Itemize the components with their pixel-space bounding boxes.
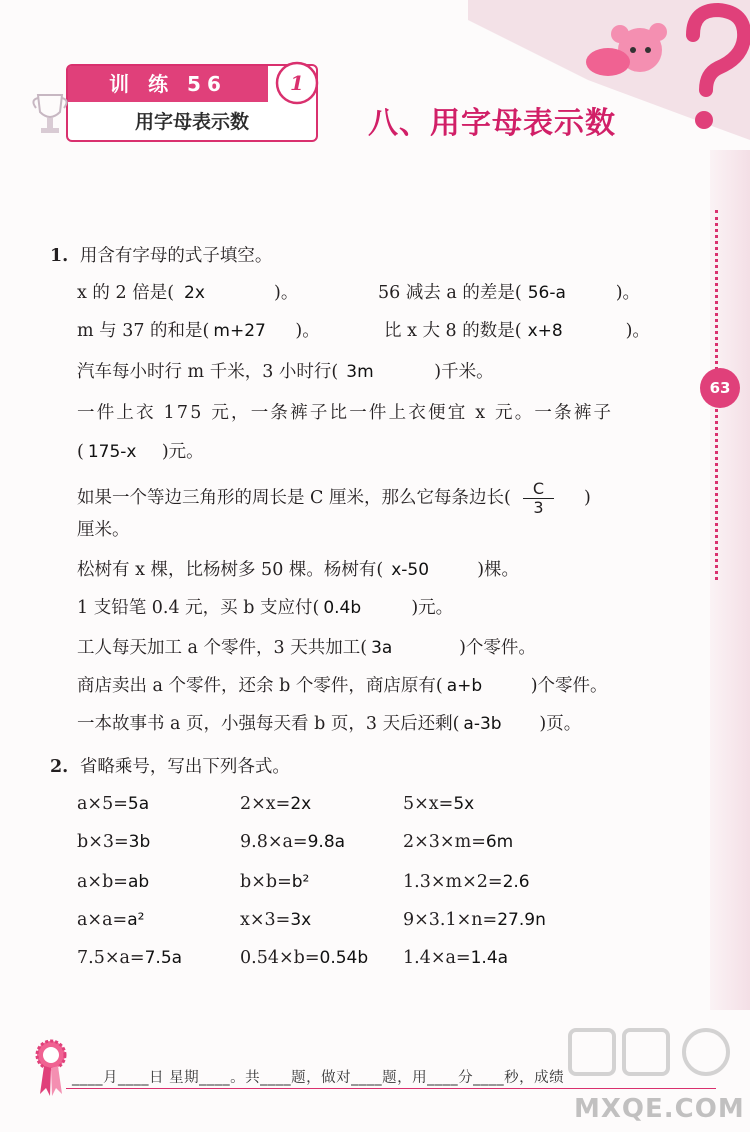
q2-expression: 5×x= [403,794,454,814]
q2-item [403,946,508,970]
item-text: ) [584,488,591,508]
item-text: m 与 37 的和是( [77,321,210,341]
q1-item [77,480,591,517]
item-text: ( [77,442,84,462]
q2-expression: b×3= [77,832,129,852]
q2-answer: 1.4a [470,948,509,968]
q2-expression: 1.3×m×2= [403,872,503,892]
q2-answer: 5a [127,794,150,814]
item-text: )棵。 [477,560,520,580]
item-text: 商店卖出 a 个零件，还余 b 个零件，商店原有( [77,676,443,696]
q2-heading [50,755,290,779]
q2-expression: 2×x= [240,794,291,814]
item-text: )个零件。 [459,638,536,658]
q2-expression: 9×3.1×n= [403,910,498,930]
item-answer: 175-x [87,442,137,462]
q2-item [403,792,474,816]
item-answer: 3m [346,362,374,382]
item-text: )。 [295,321,320,341]
q2-answer: ab [127,872,150,892]
q2-item [403,870,530,894]
q2-item [240,792,311,816]
q1-item [77,401,613,425]
q1-item [384,319,650,343]
footer-record: ____月____日 星期____。共____题，做对____题，用____分____秒，成绩 [72,1070,565,1086]
fraction-numerator: C [523,480,554,499]
item-text: )。 [625,321,650,341]
item-answer: 3a [371,638,393,658]
item-text: 松树有 x 棵，比杨树多 50 棵。杨树有( [77,560,384,580]
item-text: )个零件。 [530,676,608,696]
q1-item [77,518,130,542]
q2-expression: x×3= [240,910,291,930]
q2-answer: 3b [128,832,151,852]
q2-expression: 7.5×a= [77,948,145,968]
item-text: )元。 [411,598,454,618]
clock-digit: 1 [290,71,304,95]
q2-answer: 3x [290,910,312,930]
q2-number: 2. [50,757,69,777]
q2-answer: a² [127,910,145,930]
lesson-number: 训 练 56 [68,66,268,102]
q2-item [77,792,149,816]
item-answer: a+b [446,676,483,696]
q1-item [77,636,536,660]
q2-answer: 6m [485,832,514,852]
q2-answer: 9.8a [307,832,346,852]
q2-item [240,830,345,854]
item-text: )页。 [539,714,582,734]
item-text: 厘米。 [77,520,130,540]
item-text: 1 支铅笔 0.4 元，买 b 支应付( [77,598,320,618]
item-text: 比 x 大 8 的数是( [384,321,522,341]
lesson-subtitle: 用字母表示数 [134,111,249,133]
q1-item [77,712,581,736]
q2-expression: 1.4×a= [403,948,471,968]
q2-expression: 2×3×m= [403,832,486,852]
q2-item [403,908,546,932]
q2-expression: 0.54×b= [240,948,320,968]
item-text: 一件上衣 175 元，一条裤子比一件上衣便宜 x 元。一条裤子 [77,403,614,423]
q2-item [240,870,309,894]
q1-number: 1. [50,246,69,266]
q2-answer: b² [291,872,310,892]
q2-item [77,870,149,894]
item-text: 如果一个等边三角形的周长是 C 厘米，那么它每条边长( [77,488,511,508]
q2-item [77,946,182,970]
item-answer: x+8 [527,321,563,341]
q2-expression: b×b= [240,872,292,892]
item-answer: a-3b [463,714,502,734]
q2-item [240,946,368,970]
q2-answer: 7.5a [144,948,183,968]
item-answer: m+27 [213,321,266,341]
q2-item [403,830,513,854]
q2-item [77,830,150,854]
page-number: 63 [700,368,740,408]
q1-item [77,558,519,582]
ribbon-badge-icon [34,1038,68,1098]
q2-expression: a×a= [77,910,128,930]
q1-item [77,440,204,464]
q1-item [378,281,640,305]
fraction-denominator: 3 [533,498,544,517]
item-answer: x-50 [391,560,430,580]
item-answer: 0.4b [323,598,362,618]
q1-item [77,360,494,384]
q2-expression: a×5= [77,794,128,814]
q1-instruction: 用含有字母的式子填空。 [79,246,273,266]
q2-answer: 5x [453,794,475,814]
item-answer: 56-a [527,283,566,303]
q2-item [77,908,144,932]
q2-answer: 2x [290,794,312,814]
q2-expression: 9.8×a= [240,832,308,852]
item-text: )元。 [161,442,204,462]
item-text: x 的 2 倍是( [77,283,175,303]
q2-answer: 27.9n [497,910,546,930]
item-text: )千米。 [434,362,494,382]
q1-heading [50,244,272,268]
q2-expression: a×b= [77,872,128,892]
q2-instruction: 省略乘号，写出下列各式。 [79,757,290,777]
item-text: 一本故事书 a 页，小强每天看 b 页，3 天后还剩( [77,714,460,734]
item-text: 工人每天加工 a 个零件，3 天共加工( [77,638,368,658]
q1-item [77,674,608,698]
item-text: )。 [274,283,299,303]
watermark-text: MXQE.COM [574,1094,745,1124]
answer-fraction [523,480,554,517]
q1-item [77,319,320,343]
trophy-icon [30,90,70,140]
q1-item [77,596,453,620]
page-title: 八、用字母表示数 [368,106,616,141]
q2-item [240,908,311,932]
item-text: 汽车每小时行 m 千米，3 小时行( [77,362,339,382]
q2-answer: 2.6 [502,872,530,892]
q2-answer: 0.54b [319,948,369,968]
q1-item [77,281,298,305]
clock-icon [272,58,322,108]
item-text: )。 [615,283,641,303]
item-answer: 2x [184,283,205,303]
item-text: 56 减去 a 的差是( [378,283,522,303]
